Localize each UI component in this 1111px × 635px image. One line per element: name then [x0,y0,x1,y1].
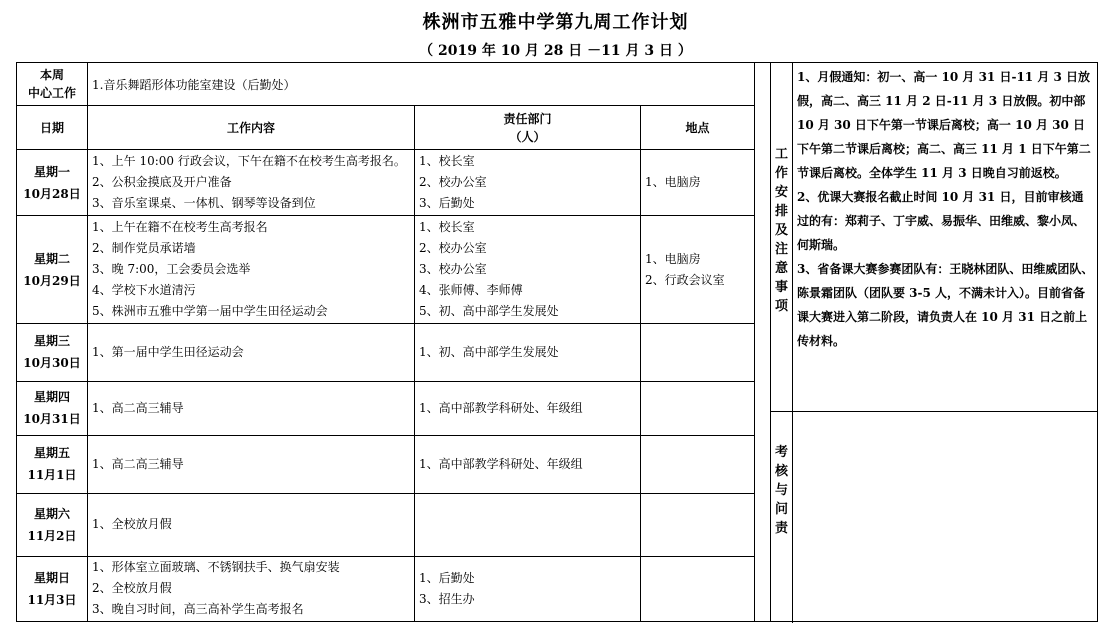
side-divider [771,411,1097,412]
header-row [17,106,755,150]
header-content: 工作内容 [88,106,415,150]
schedule-table [16,62,755,622]
notes-text [797,65,1095,353]
center-work-content: 1.音乐舞蹈形体功能室建设（后勤处） [88,63,755,106]
content-line: 3、晚 7:00，工会委员会选举 [92,262,251,277]
content-line: 1、上午 10:00 行政会议，下午在籍不在校考生高考报名。 [92,154,406,169]
header-dept: 责任部门 （人） [415,106,641,150]
content-cell [88,435,415,493]
day-cell [17,150,88,216]
label-char: 安 [774,185,788,200]
day-row [17,324,755,381]
dept-cell [415,150,641,216]
label-char: 排 [774,204,788,219]
weekday-label: 星期五 [33,446,70,461]
weekday-label: 星期四 [33,390,70,405]
day-row [17,493,755,556]
day-cell [17,216,88,324]
dept-line: 1、高中部教学科研处、年级组 [419,456,583,471]
header-date: 日期 [17,106,88,150]
place-line: 1、电脑房 [645,175,701,190]
date-label: 10月31日 [23,412,81,427]
label-char: 与 [774,483,788,498]
label-char: 意 [774,261,788,276]
content-cell [88,493,415,556]
content-line: 3、音乐室课桌、一体机、钢琴等设备到位 [92,196,316,211]
day-cell [17,324,88,381]
content-cell [88,324,415,381]
day-row [17,556,755,621]
date-label: 11月3日 [27,592,77,607]
dept-line: 4、张师傅、李师傅 [419,283,523,298]
place-cell [641,150,755,216]
center-work-row [17,63,755,106]
dept-line: 2、校办公室 [419,175,487,190]
dept-line: 1、后勤处 [419,570,475,585]
day-row [17,381,755,435]
page-title: 株洲市五雅中学第九周工作计划 [422,12,689,33]
day-cell [17,381,88,435]
content-line: 2、全校放月假 [92,581,172,596]
label-char: 事 [774,280,788,295]
dept-line: 1、初、高中部学生发展处 [419,344,559,359]
place-cell [641,493,755,556]
day-cell [17,556,88,621]
content-line: 5、株洲市五雅中学第一届中学生田径运动会 [92,304,328,319]
date-range: （ 2019 年 10 月 28 日 －11 月 3 日 ） [419,43,692,59]
place-cell [641,435,755,493]
content-cell [88,216,415,324]
content-line: 1、全校放月假 [92,517,172,532]
label-char: 核 [774,464,788,479]
date-label: 11月2日 [27,528,77,543]
label-char: 注 [774,242,788,257]
dept-cell [415,324,641,381]
content-line: 4、学校下水道清污 [92,283,196,298]
weekday-label: 星期日 [33,570,70,585]
dept-line: 2、校办公室 [419,241,487,256]
content-line: 1、上午在籍不在校考生高考报名 [92,220,268,235]
place-cell [641,556,755,621]
place-cell [641,381,755,435]
content-line: 1、高二高三辅导 [92,400,184,415]
date-label: 11月1日 [27,468,77,483]
content-cell [88,150,415,216]
date-label: 10月28日 [23,186,81,201]
date-label: 10月29日 [23,273,81,288]
dept-line: 1、校长室 [419,220,475,235]
label-char: 工 [774,147,788,162]
note-item: 3、省备课大赛参赛团队有：王晓林团队、田维威团队、陈景霜团队（团队要 3-5 人，不满未计入）。目前省备课大赛进入第二阶段，请负责人在 10 月 31 日之前上传材料。 [797,262,1094,348]
dept-cell [415,556,641,621]
place-line: 1、电脑房 [645,251,701,266]
content-line: 1、高二高三辅导 [92,456,184,471]
label-char: 责 [774,521,788,536]
weekday-label: 星期二 [33,251,70,266]
content-cell [88,381,415,435]
content-line: 2、制作党员承诺墙 [92,241,196,256]
dept-cell [415,381,641,435]
divider-column [754,62,770,622]
content-line: 2、公积金摸底及开户准备 [92,175,232,190]
label-char: 项 [774,299,788,314]
date-label: 10月30日 [23,356,81,371]
label-char: 作 [774,166,788,181]
weekday-label: 星期一 [33,164,70,179]
dept-cell [415,493,641,556]
weekday-label: 星期六 [33,506,70,521]
weekday-label: 星期三 [33,334,70,349]
dept-line: 3、校办公室 [419,262,487,277]
center-work-label: 本周 中心工作 [17,63,88,106]
content-line: 3、晚自习时间，高三高补学生高考报名 [92,602,304,617]
dept-line: 1、校长室 [419,154,475,169]
place-line: 2、行政会议室 [645,272,725,287]
dept-line: 5、初、高中部学生发展处 [419,304,559,319]
content-line: 1、形体室立面玻璃、不锈钢扶手、换气扇安装 [92,560,340,575]
place-cell [641,216,755,324]
content-cell [88,556,415,621]
dept-line: 3、后勤处 [419,196,475,211]
day-cell [17,493,88,556]
dept-line: 3、招生办 [419,591,475,606]
header-place: 地点 [641,106,755,150]
side-panel [770,62,1098,622]
day-row [17,216,755,324]
label-char: 及 [774,223,788,238]
note-item: 2、优课大赛报名截止时间 10 月 31 日，目前审核通过的有：郑莉子、丁宇威、易振华、田维威、黎小凤、何斯瑞。 [797,190,1086,252]
dept-cell [415,435,641,493]
note-item: 1、月假通知：初一、高一 10 月 31 日-11 月 3 日放假，高二、高三 11 月 2 日-11 月 3 日放假。初中部 10 月 30 日下午第一节课后离校；高一 10 月 30 日下午第二节课后离校；高二、高三 11 月 1 日下午第二节课后离校。全体学生 11 月 3 日晚自习前返校。 [797,70,1091,180]
content-line: 1、第一届中学生田径运动会 [92,344,244,359]
label-char: 问 [774,502,788,517]
day-cell [17,435,88,493]
dept-line: 1、高中部教学科研处、年级组 [419,400,583,415]
label-char: 考 [774,445,788,460]
day-row [17,150,755,216]
place-cell [641,324,755,381]
assess-label [771,411,793,623]
day-row [17,435,755,493]
plan-sheet [16,62,1098,622]
arrange-label [771,63,793,411]
dept-cell [415,216,641,324]
